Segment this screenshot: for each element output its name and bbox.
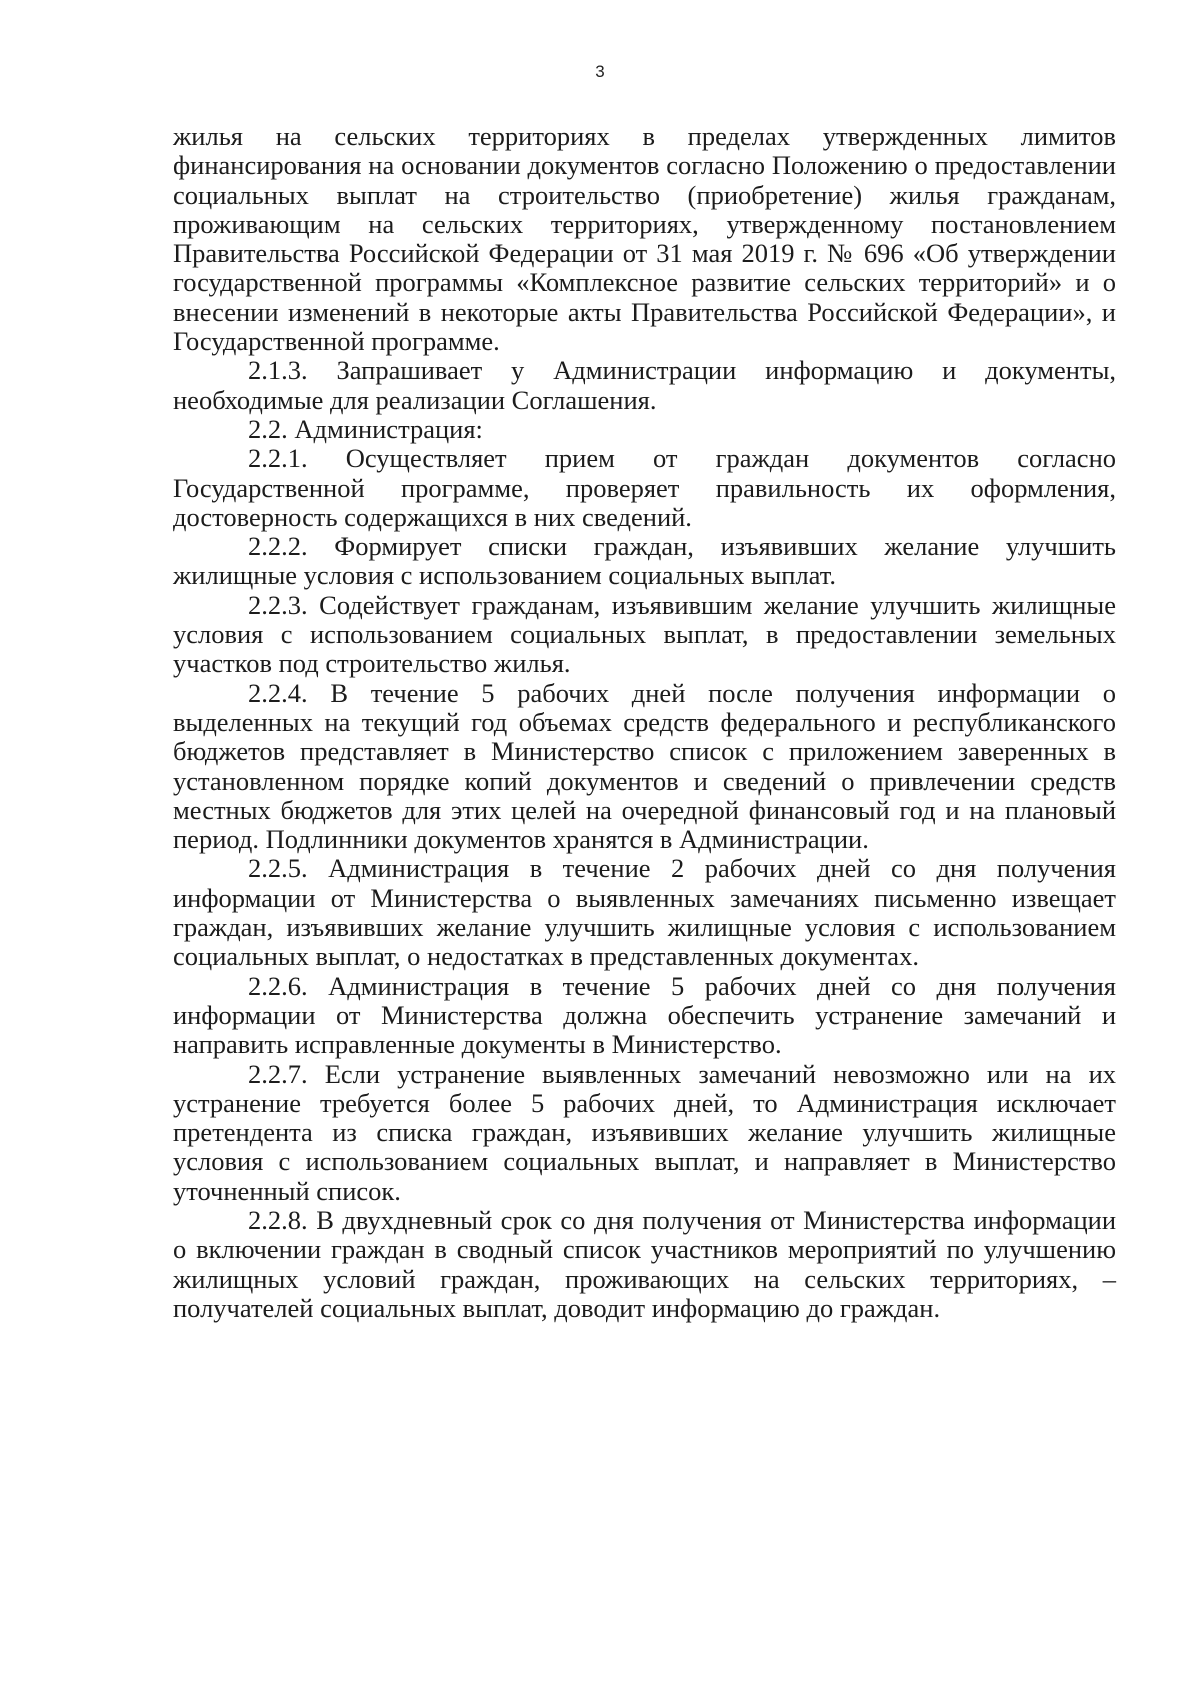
page-number: 3 (595, 62, 605, 81)
paragraph-continuation: жилья на сельских территориях в пределах утвержденных лимитов финансирования на основании документов согласно Положению о предоставлении социальных выплат на строительство (приобретение) жилья гражданам, проживающим на сельских территориях, утвержденному постановлением Правительства Российской Федерации от 31 мая 2019 г. № 696 «Об утверждении государственной программы «Комплексное развитие сельских территорий» и о внесении изменений в некоторые акты Правительства Российской Федерации», и Государственной программе. (173, 121, 1116, 357)
paragraph-2-2-3: 2.2.3. Содействует гражданам, изъявившим желание улучшить жилищные условия с использованием социальных выплат, в предоставлении земельных участков под строительство жилья. (173, 589, 1116, 679)
paragraph-2-2-5: 2.2.5. Администрация в течение 2 рабочих дней со дня получения информации от Министерства о выявленных замечаниях письменно извещает граждан, изъявивших желание улучшить жилищные условия с использованием социальных выплат, о недостатках в представленных документах. (173, 853, 1116, 972)
paragraph-2-2-6: 2.2.6. Администрация в течение 5 рабочих дней со дня получения информации от Министерства должна обеспечить устранение замечаний и направить исправленные документы в Министерство. (173, 970, 1116, 1060)
paragraph-2-2-1: 2.2.1. Осуществляет прием от граждан документов согласно Государственной программе, проверяет правильность их оформления, достоверность содержащихся в них сведений. (173, 443, 1116, 532)
paragraph-2-2-4: 2.2.4. В течение 5 рабочих дней после получения информации о выделенных на текущий год объемах средств федерального и республиканского бюджетов представляет в Министерство список с приложением заверенных в установленном порядке копий документов и сведений о привлечении средств местных бюджетов для этих целей на очередной финансовый год и на плановый период. Подлинники документов хранятся в Администрации. (173, 677, 1116, 855)
paragraph-2-2: 2.2. Администрация: (248, 413, 483, 444)
document-body (173, 122, 1116, 1323)
paragraph-2-2-2: 2.2.2. Формирует списки граждан, изъявивших желание улучшить жилищные условия с использованием социальных выплат. (173, 531, 1116, 591)
paragraph-2-2-7: 2.2.7. Если устранение выявленных замечаний невозможно или на их устранение требуется более 5 рабочих дней, то Администрация исключает претендента из списка граждан, изъявивших желание улучшить жилищные условия с использованием социальных выплат, и направляет в Министерство уточненный список. (173, 1058, 1116, 1206)
paragraph-2-2-8: 2.2.8. В двухдневный срок со дня получения от Министерства информации о включении граждан в сводный список участников мероприятий по улучшению жилищных условий граждан, проживающих на сельских территориях, – получателей социальных выплат, доводит информацию до граждан. (173, 1204, 1116, 1323)
paragraph-2-1-3: 2.1.3. Запрашивает у Администрации информацию и документы, необходимые для реализации Соглашения. (173, 355, 1116, 415)
